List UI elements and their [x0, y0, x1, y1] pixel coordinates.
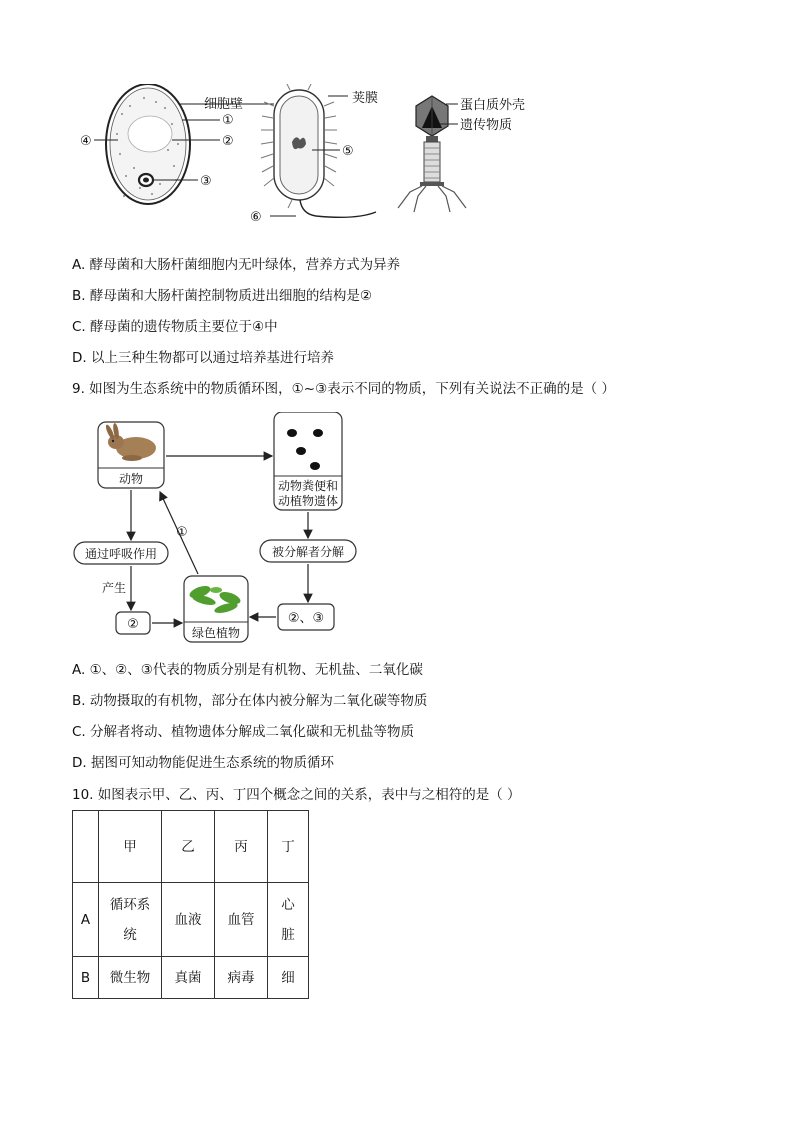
row-b-label: B — [73, 957, 99, 999]
label-m1: ① — [222, 113, 234, 128]
label-m6: ⑥ — [250, 210, 262, 225]
m23-box — [278, 604, 334, 630]
header-cell-yi: 乙 — [162, 811, 215, 883]
decomposer-box — [260, 540, 356, 562]
bacteriophage-illustration — [398, 96, 466, 212]
microbe-figure — [60, 84, 580, 234]
header-cell-jia: 甲 — [99, 811, 162, 883]
m1-label: ① — [176, 525, 188, 540]
decomposer-label: 被分解者分解 — [271, 545, 345, 559]
q8-option-d: D. 以上三种生物都可以通过培养基进行培养 — [72, 350, 334, 366]
material-cycle-diagram — [70, 412, 360, 648]
q8-option-c: C. 酵母菌的遗传物质主要位于④中 — [72, 319, 278, 335]
produce-label: 产生 — [102, 581, 127, 595]
q9-question: 9. 如图为生态系统中的物质循环图，①~③表示不同的物质，下列有关说法不正确的是（ ） — [72, 381, 615, 397]
animal-box — [98, 422, 164, 488]
table-row — [73, 957, 309, 999]
respiration-label: 通过呼吸作用 — [84, 547, 158, 561]
q9-option-a: A. ①、②、③代表的物质分别是有机物、无机盐、二氧化碳 — [72, 662, 423, 678]
waste-box — [274, 412, 342, 510]
row-a-bing: 血管 — [215, 883, 268, 957]
q10-table — [72, 810, 309, 999]
q8-option-a: A. 酵母菌和大肠杆菌细胞内无叶绿体，营养方式为异养 — [72, 257, 401, 273]
row-b-yi: 真菌 — [162, 957, 215, 999]
q10-question: 10. 如图表示甲、乙、丙、丁四个概念之间的关系，表中与之相符的是（ ） — [72, 787, 521, 803]
label-m5: ⑤ — [342, 144, 354, 159]
animal-label: 动物 — [118, 472, 144, 486]
row-a-ding-line1: 心 — [281, 896, 295, 913]
q8-option-b: B. 酵母菌和大肠杆菌控制物质进出细胞的结构是② — [72, 288, 372, 304]
label-capsule: 荚膜 — [352, 91, 379, 106]
label-protein-coat: 蛋白质外壳 — [460, 98, 526, 113]
header-cell-empty — [73, 811, 99, 883]
row-a-label: A — [73, 883, 99, 957]
m2-label: ② — [127, 617, 139, 632]
row-a-ding — [268, 883, 309, 957]
waste-label-line1: 动物粪便和 — [277, 479, 339, 493]
m2-box — [116, 612, 150, 634]
row-a-jia — [99, 883, 162, 957]
label-m2: ② — [222, 134, 234, 149]
table-row — [73, 883, 309, 957]
row-b-bing: 病毒 — [215, 957, 268, 999]
label-genetic-material: 遗传物质 — [460, 118, 513, 133]
row-a-yi: 血液 — [162, 883, 215, 957]
table-row — [73, 811, 309, 883]
label-m4: ④ — [80, 134, 92, 149]
row-b-jia: 微生物 — [99, 957, 162, 999]
row-a-ding-line2: 脏 — [281, 926, 295, 943]
label-m3: ③ — [200, 174, 212, 189]
plant-box — [184, 576, 248, 642]
header-cell-bing: 丙 — [215, 811, 268, 883]
waste-label-line2: 动植物遗体 — [277, 494, 339, 508]
m23-label: ②、③ — [287, 611, 325, 626]
q9-option-b: B. 动物摄取的有机物，部分在体内被分解为二氧化碳等物质 — [72, 693, 428, 709]
q9-option-c: C. 分解者将动、植物遗体分解成二氧化碳和无机盐等物质 — [72, 724, 415, 740]
respiration-box — [74, 542, 168, 564]
row-a-jia-line1: 循环系 — [109, 896, 151, 913]
plant-label: 绿色植物 — [191, 626, 241, 640]
yeast-cell-illustration — [106, 84, 190, 204]
label-cell-wall: 细胞壁 — [204, 97, 244, 112]
q9-option-d: D. 据图可知动物能促进生态系统的物质循环 — [72, 755, 334, 771]
row-b-ding: 细 — [268, 957, 309, 999]
header-cell-ding: 丁 — [268, 811, 309, 883]
row-a-jia-line2: 统 — [123, 926, 137, 943]
